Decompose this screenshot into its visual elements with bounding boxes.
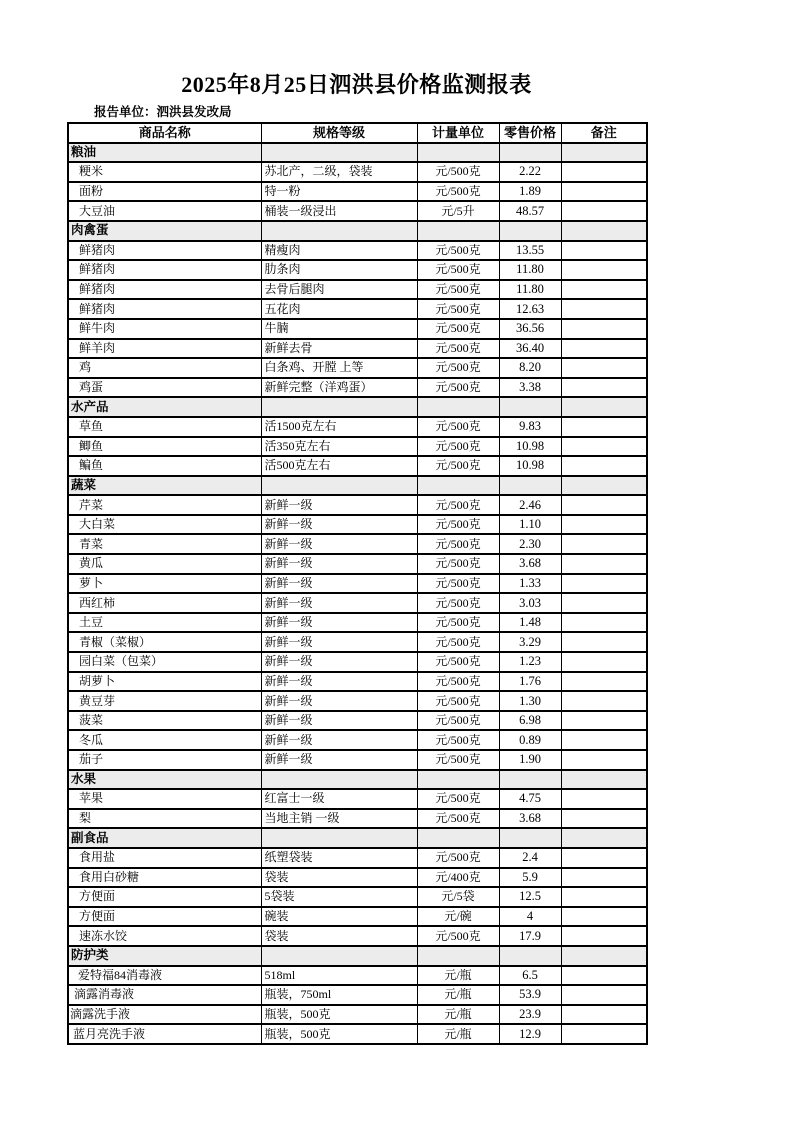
- price-cell: 23.9: [499, 1005, 561, 1025]
- price-cell: 1.76: [499, 672, 561, 692]
- note-cell: [561, 985, 647, 1005]
- note-cell: [561, 515, 647, 535]
- section-empty-cell: [261, 397, 417, 417]
- spec-cell: 新鲜一级: [261, 691, 417, 711]
- note-cell: [561, 339, 647, 359]
- note-cell: [561, 456, 647, 476]
- column-header-unit: 计量单位: [417, 123, 499, 143]
- unit-cell: 元/500克: [417, 456, 499, 476]
- price-cell: 10.98: [499, 456, 561, 476]
- product-name-cell: 青椒（菜椒）: [68, 632, 261, 652]
- section-empty-cell: [261, 828, 417, 848]
- product-name-cell: 方便面: [68, 907, 261, 927]
- product-name-cell: 爱特福84消毒液: [68, 966, 261, 986]
- section-empty-cell: [499, 476, 561, 496]
- price-cell: 2.22: [499, 162, 561, 182]
- spec-cell: 新鲜一级: [261, 613, 417, 633]
- section-row: [68, 770, 647, 790]
- note-cell: [561, 809, 647, 829]
- price-cell: 3.68: [499, 554, 561, 574]
- unit-cell: 元/500克: [417, 691, 499, 711]
- price-cell: 48.57: [499, 201, 561, 221]
- page-title: 2025年8月25日泗洪县价格监测报表: [181, 72, 532, 97]
- section-empty-cell: [417, 143, 499, 163]
- note-cell: [561, 534, 647, 554]
- section-empty-cell: [499, 221, 561, 241]
- product-name-cell: 鲜猪肉: [68, 280, 261, 300]
- product-row: [68, 1024, 647, 1044]
- section-empty-cell: [561, 946, 647, 966]
- section-empty-cell: [417, 946, 499, 966]
- spec-cell: 瓶装，500克: [261, 1024, 417, 1044]
- unit-cell: 元/500克: [417, 730, 499, 750]
- unit-cell: 元/500克: [417, 848, 499, 868]
- note-cell: [561, 495, 647, 515]
- product-name-cell: 鸡蛋: [68, 378, 261, 398]
- unit-cell: 元/瓶: [417, 1024, 499, 1044]
- price-cell: 0.89: [499, 730, 561, 750]
- price-cell: 1.10: [499, 515, 561, 535]
- note-cell: [561, 554, 647, 574]
- spec-cell: 肋条肉: [261, 260, 417, 280]
- spec-cell: 新鲜一级: [261, 672, 417, 692]
- section-name-cell: 副食品: [68, 828, 261, 848]
- unit-cell: 元/500克: [417, 534, 499, 554]
- column-header-retail-price: 零售价格: [499, 123, 561, 143]
- product-row: [68, 241, 647, 261]
- product-name-cell: 蓝月亮洗手液: [68, 1024, 261, 1044]
- product-row: [68, 868, 647, 888]
- price-cell: 8.20: [499, 358, 561, 378]
- header-row: [68, 123, 647, 143]
- section-row: [68, 476, 647, 496]
- spec-cell: 五花肉: [261, 299, 417, 319]
- spec-cell: 红富士一级: [261, 789, 417, 809]
- product-name-cell: 大豆油: [68, 201, 261, 221]
- note-cell: [561, 966, 647, 986]
- product-row: [68, 378, 647, 398]
- product-row: [68, 162, 647, 182]
- product-name-cell: 鲜羊肉: [68, 339, 261, 359]
- note-cell: [561, 593, 647, 613]
- product-row: [68, 182, 647, 202]
- product-row: [68, 711, 647, 731]
- price-cell: 3.29: [499, 632, 561, 652]
- unit-cell: 元/500克: [417, 182, 499, 202]
- section-empty-cell: [561, 828, 647, 848]
- note-cell: [561, 652, 647, 672]
- section-row: [68, 221, 647, 241]
- product-name-cell: 鲜牛肉: [68, 319, 261, 339]
- product-row: [68, 260, 647, 280]
- spec-cell: 新鲜一级: [261, 711, 417, 731]
- price-cell: 12.9: [499, 1024, 561, 1044]
- price-cell: 53.9: [499, 985, 561, 1005]
- product-row: [68, 358, 647, 378]
- spec-cell: 活1500克左右: [261, 417, 417, 437]
- spec-cell: 去骨后腿肉: [261, 280, 417, 300]
- spec-cell: 新鲜一级: [261, 750, 417, 770]
- product-name-cell: 滴露洗手液: [68, 1005, 261, 1025]
- unit-cell: 元/500克: [417, 358, 499, 378]
- note-cell: [561, 417, 647, 437]
- spec-cell: 新鲜一级: [261, 730, 417, 750]
- spec-cell: 新鲜一级: [261, 632, 417, 652]
- product-name-cell: 萝卜: [68, 574, 261, 594]
- unit-cell: 元/500克: [417, 613, 499, 633]
- unit-cell: 元/400克: [417, 868, 499, 888]
- section-empty-cell: [561, 770, 647, 790]
- spec-cell: 当地主销 一级: [261, 809, 417, 829]
- spec-cell: 新鲜一级: [261, 515, 417, 535]
- spec-cell: 牛腩: [261, 319, 417, 339]
- price-cell: 3.38: [499, 378, 561, 398]
- product-row: [68, 339, 647, 359]
- price-cell: 13.55: [499, 241, 561, 261]
- section-empty-cell: [417, 828, 499, 848]
- section-name-cell: 水果: [68, 770, 261, 790]
- unit-cell: 元/500克: [417, 593, 499, 613]
- note-cell: [561, 907, 647, 927]
- price-cell: 1.89: [499, 182, 561, 202]
- section-row: [68, 397, 647, 417]
- price-cell: 11.80: [499, 280, 561, 300]
- product-name-cell: 茄子: [68, 750, 261, 770]
- note-cell: [561, 926, 647, 946]
- product-row: [68, 437, 647, 457]
- note-cell: [561, 691, 647, 711]
- note-cell: [561, 711, 647, 731]
- product-name-cell: 冬瓜: [68, 730, 261, 750]
- price-cell: 3.03: [499, 593, 561, 613]
- product-row: [68, 848, 647, 868]
- note-cell: [561, 299, 647, 319]
- price-cell: 5.9: [499, 868, 561, 888]
- spec-cell: 新鲜一级: [261, 574, 417, 594]
- note-cell: [561, 260, 647, 280]
- unit-cell: 元/碗: [417, 907, 499, 927]
- product-name-cell: 苹果: [68, 789, 261, 809]
- note-cell: [561, 378, 647, 398]
- section-empty-cell: [261, 770, 417, 790]
- spec-cell: 碗装: [261, 907, 417, 927]
- note-cell: [561, 750, 647, 770]
- unit-cell: 元/500克: [417, 926, 499, 946]
- section-name-cell: 蔬菜: [68, 476, 261, 496]
- column-header-remarks: 备注: [561, 123, 647, 143]
- section-empty-cell: [499, 946, 561, 966]
- product-name-cell: 大白菜: [68, 515, 261, 535]
- note-cell: [561, 280, 647, 300]
- column-header-spec-grade: 规格等级: [261, 123, 417, 143]
- note-cell: [561, 241, 647, 261]
- product-name-cell: 黄豆芽: [68, 691, 261, 711]
- product-name-cell: 速冻水饺: [68, 926, 261, 946]
- unit-cell: 元/500克: [417, 672, 499, 692]
- section-empty-cell: [499, 397, 561, 417]
- product-name-cell: 鲜猪肉: [68, 299, 261, 319]
- document-content: [67, 0, 646, 1045]
- unit-cell: 元/500克: [417, 162, 499, 182]
- spec-cell: 5袋装: [261, 887, 417, 907]
- unit-cell: 元/500克: [417, 260, 499, 280]
- note-cell: [561, 672, 647, 692]
- price-cell: 2.4: [499, 848, 561, 868]
- section-empty-cell: [261, 946, 417, 966]
- product-name-cell: 青菜: [68, 534, 261, 554]
- product-row: [68, 574, 647, 594]
- note-cell: [561, 437, 647, 457]
- price-cell: 6.5: [499, 966, 561, 986]
- product-row: [68, 750, 647, 770]
- product-name-cell: 粳米: [68, 162, 261, 182]
- unit-cell: 元/500克: [417, 574, 499, 594]
- price-cell: 2.30: [499, 534, 561, 554]
- section-empty-cell: [417, 397, 499, 417]
- spec-cell: 新鲜一级: [261, 554, 417, 574]
- product-row: [68, 593, 647, 613]
- unit-cell: 元/500克: [417, 632, 499, 652]
- product-row: [68, 907, 647, 927]
- unit-cell: 元/500克: [417, 417, 499, 437]
- price-cell: 17.9: [499, 926, 561, 946]
- unit-cell: 元/5升: [417, 201, 499, 221]
- product-name-cell: 梨: [68, 809, 261, 829]
- unit-cell: 元/500克: [417, 809, 499, 829]
- unit-cell: 元/500克: [417, 789, 499, 809]
- spec-cell: 白条鸡、开膛 上等: [261, 358, 417, 378]
- section-empty-cell: [499, 143, 561, 163]
- spec-cell: 新鲜完整（洋鸡蛋）: [261, 378, 417, 398]
- product-row: [68, 456, 647, 476]
- note-cell: [561, 868, 647, 888]
- product-name-cell: 食用白砂糖: [68, 868, 261, 888]
- unit-cell: 元/500克: [417, 339, 499, 359]
- price-cell: 36.56: [499, 319, 561, 339]
- note-cell: [561, 613, 647, 633]
- product-name-cell: 芹菜: [68, 495, 261, 515]
- unit-cell: 元/500克: [417, 711, 499, 731]
- note-cell: [561, 1005, 647, 1025]
- price-cell: 1.23: [499, 652, 561, 672]
- product-row: [68, 495, 647, 515]
- spec-cell: 精瘦肉: [261, 241, 417, 261]
- section-name-cell: 水产品: [68, 397, 261, 417]
- price-cell: 1.30: [499, 691, 561, 711]
- product-row: [68, 652, 647, 672]
- unit-cell: 元/500克: [417, 241, 499, 261]
- spec-cell: 瓶装，750ml: [261, 985, 417, 1005]
- price-cell: 12.5: [499, 887, 561, 907]
- section-row: [68, 143, 647, 163]
- spec-cell: 桶装一级浸出: [261, 201, 417, 221]
- spec-cell: 新鲜一级: [261, 593, 417, 613]
- unit-cell: 元/500克: [417, 299, 499, 319]
- note-cell: [561, 201, 647, 221]
- unit-cell: 元/500克: [417, 280, 499, 300]
- column-header-product-name: 商品名称: [68, 123, 261, 143]
- unit-cell: 元/500克: [417, 495, 499, 515]
- unit-cell: 元/500克: [417, 515, 499, 535]
- section-empty-cell: [561, 397, 647, 417]
- product-row: [68, 299, 647, 319]
- product-name-cell: 胡萝卜: [68, 672, 261, 692]
- section-empty-cell: [417, 770, 499, 790]
- note-cell: [561, 789, 647, 809]
- spec-cell: 新鲜去骨: [261, 339, 417, 359]
- price-cell: 3.68: [499, 809, 561, 829]
- note-cell: [561, 1024, 647, 1044]
- product-row: [68, 280, 647, 300]
- product-row: [68, 554, 647, 574]
- spec-cell: 纸塑袋装: [261, 848, 417, 868]
- product-name-cell: 土豆: [68, 613, 261, 633]
- section-empty-cell: [499, 770, 561, 790]
- product-name-cell: 园白菜（包菜）: [68, 652, 261, 672]
- section-empty-cell: [561, 476, 647, 496]
- table-header: [68, 123, 647, 143]
- section-empty-cell: [261, 476, 417, 496]
- unit-cell: 元/500克: [417, 378, 499, 398]
- product-row: [68, 809, 647, 829]
- product-row: [68, 632, 647, 652]
- unit-cell: 元/500克: [417, 437, 499, 457]
- price-cell: 4.75: [499, 789, 561, 809]
- note-cell: [561, 319, 647, 339]
- product-name-cell: 鲫鱼: [68, 437, 261, 457]
- section-name-cell: 肉禽蛋: [68, 221, 261, 241]
- product-name-cell: 鲜猪肉: [68, 260, 261, 280]
- spec-cell: 袋装: [261, 868, 417, 888]
- section-empty-cell: [417, 221, 499, 241]
- product-row: [68, 985, 647, 1005]
- product-name-cell: 鳊鱼: [68, 456, 261, 476]
- product-row: [68, 926, 647, 946]
- product-row: [68, 319, 647, 339]
- section-empty-cell: [499, 828, 561, 848]
- unit-cell: 元/瓶: [417, 966, 499, 986]
- price-cell: 10.98: [499, 437, 561, 457]
- product-row: [68, 887, 647, 907]
- spec-cell: 518ml: [261, 966, 417, 986]
- price-cell: 4: [499, 907, 561, 927]
- note-cell: [561, 162, 647, 182]
- section-name-cell: 防护类: [68, 946, 261, 966]
- section-empty-cell: [561, 221, 647, 241]
- spec-cell: 瓶装，500克: [261, 1005, 417, 1025]
- report-unit-line: 报告单位：泗洪县发改局: [94, 105, 232, 119]
- spec-cell: 苏北产，二级，袋装: [261, 162, 417, 182]
- product-name-cell: 草鱼: [68, 417, 261, 437]
- unit-cell: 元/5袋: [417, 887, 499, 907]
- product-row: [68, 672, 647, 692]
- product-name-cell: 方便面: [68, 887, 261, 907]
- product-name-cell: 鸡: [68, 358, 261, 378]
- note-cell: [561, 848, 647, 868]
- unit-cell: 元/500克: [417, 750, 499, 770]
- product-row: [68, 691, 647, 711]
- unit-cell: 元/瓶: [417, 985, 499, 1005]
- price-cell: 2.46: [499, 495, 561, 515]
- product-name-cell: 西红柿: [68, 593, 261, 613]
- section-empty-cell: [417, 476, 499, 496]
- price-cell: 11.80: [499, 260, 561, 280]
- product-row: [68, 613, 647, 633]
- spec-cell: 活350克左右: [261, 437, 417, 457]
- note-cell: [561, 358, 647, 378]
- note-cell: [561, 632, 647, 652]
- product-name-cell: 面粉: [68, 182, 261, 202]
- product-row: [68, 789, 647, 809]
- spec-cell: 新鲜一级: [261, 652, 417, 672]
- spec-cell: 新鲜一级: [261, 534, 417, 554]
- price-monitor-table: [67, 122, 648, 1045]
- section-row: [68, 828, 647, 848]
- product-row: [68, 1005, 647, 1025]
- section-empty-cell: [261, 143, 417, 163]
- unit-cell: 元/500克: [417, 319, 499, 339]
- note-cell: [561, 182, 647, 202]
- price-cell: 9.83: [499, 417, 561, 437]
- price-table-body: [68, 143, 647, 1044]
- product-name-cell: 食用盐: [68, 848, 261, 868]
- product-row: [68, 730, 647, 750]
- product-row: [68, 534, 647, 554]
- price-cell: 12.63: [499, 299, 561, 319]
- product-name-cell: 菠菜: [68, 711, 261, 731]
- spec-cell: 袋装: [261, 926, 417, 946]
- product-row: [68, 515, 647, 535]
- section-name-cell: 粮油: [68, 143, 261, 163]
- section-row: [68, 946, 647, 966]
- note-cell: [561, 574, 647, 594]
- product-row: [68, 417, 647, 437]
- price-cell: 1.90: [499, 750, 561, 770]
- price-cell: 6.98: [499, 711, 561, 731]
- section-empty-cell: [261, 221, 417, 241]
- note-cell: [561, 887, 647, 907]
- unit-cell: 元/500克: [417, 652, 499, 672]
- product-name-cell: 滴露消毒液: [68, 985, 261, 1005]
- product-row: [68, 201, 647, 221]
- price-cell: 36.40: [499, 339, 561, 359]
- note-cell: [561, 730, 647, 750]
- section-empty-cell: [561, 143, 647, 163]
- spec-cell: 活500克左右: [261, 456, 417, 476]
- product-name-cell: 黄瓜: [68, 554, 261, 574]
- spec-cell: 新鲜一级: [261, 495, 417, 515]
- product-name-cell: 鲜猪肉: [68, 241, 261, 261]
- price-cell: 1.48: [499, 613, 561, 633]
- unit-cell: 元/瓶: [417, 1005, 499, 1025]
- product-row: [68, 966, 647, 986]
- spec-cell: 特一粉: [261, 182, 417, 202]
- unit-cell: 元/500克: [417, 554, 499, 574]
- price-cell: 1.33: [499, 574, 561, 594]
